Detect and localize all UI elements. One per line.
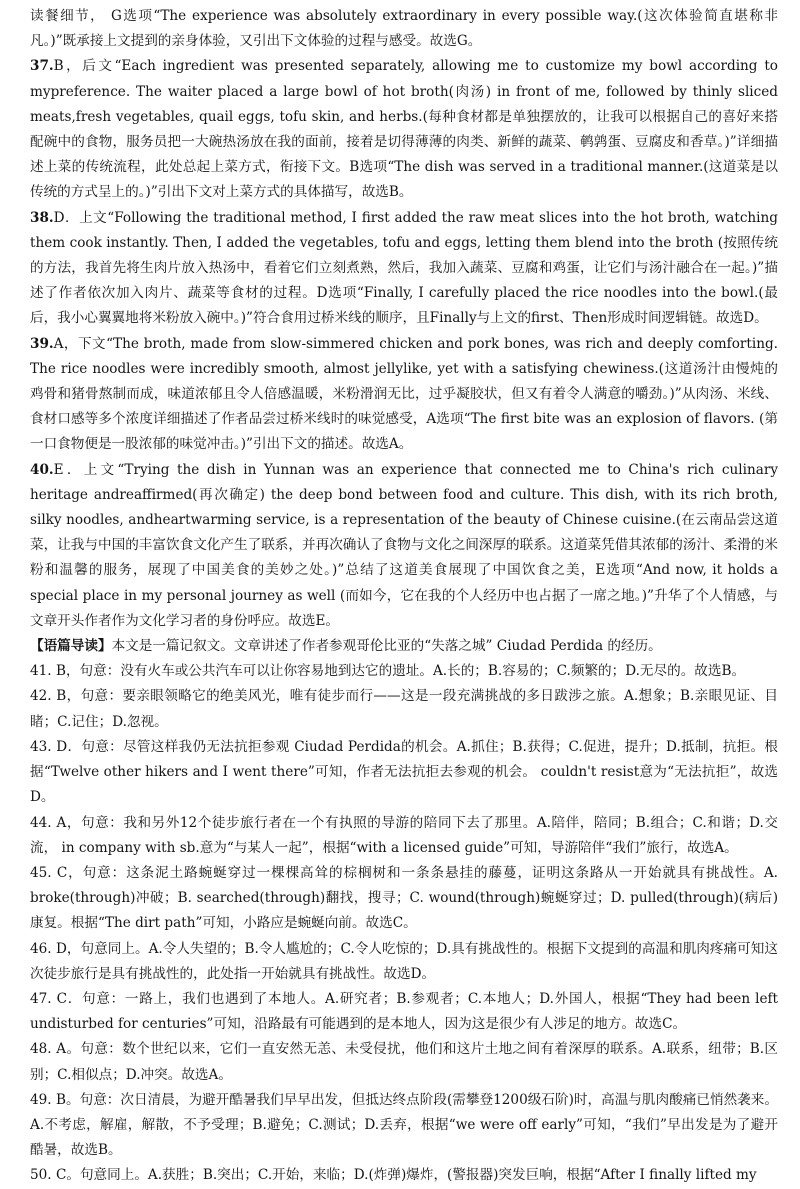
continuation-paragraph: 读餐细节， G选项“The experience was absolutely extraordinary in every possible way.(这次体验简直堪称非凡。)”既承接上文提到的亲身体验，又引出下文体验的过程与感受。故选G。 — [30, 8, 778, 50]
answer-list-b — [30, 659, 778, 1188]
answer-item-50: 50. C。句意同上。A.获胜；B.突出；C.开始，来临；D.(炸弹)爆炸，(警报器)突发巨响，根据“After I finally lifted my — [30, 1167, 757, 1184]
answer-item-38: 38.D．上文“Following the traditional method, I first added the raw meat slices into the hot broth, watching them cook instantly. Then, I added the vegetables, tofu and eggs, letting them blend into the broth (按照传统的方法，我首先将生肉片放入热汤中，看着它们立刻煮熟，然后，我加入蔬菜、豆腐和鸡蛋，让它们与汤汁融合在一起。)”描述了作者依次加入肉片、蔬菜等食材的过程。D选项“Finally, I carefully placed the rice noodles into the bowl.(最后，我小心翼翼地将米粉放入碗中。)”符合食用过桥米线的顺序，且Finally与上文的first、Then形成时间逻辑链。故选D。 — [30, 209, 778, 327]
answer-item-47: 47. C．句意：一路上，我们也遇到了本地人。A.研究者；B.参观者；C.本地人；D.外国人，根据“They had been left undisturbed for centuries”可知，沿路最有可能遇到的是本地人，因为这是很少有人涉足的地方。故选C。 — [30, 990, 778, 1033]
answer-item-40: 40.E．上文“Trying the dish in Yunnan was an experience that connected me to China's rich culinary heritage andreaffirmed(再次确定) the deep bond between food and culture. This dish, with its rich broth, silky noodles, andheartwarming service, is a representation of the beauty of Chinese cuisine.(在云南品尝这道菜，让我与中国的丰富饮食文化产生了联系，并再次确认了食物与文化之间深厚的联系。这道菜凭借其浓郁的汤汁、柔滑的米粉和温馨的服务，展现了中国美食的美妙之处。)”总结了这道美食展现了中国饮食之美，E选项“And now, it holds a special place in my personal journey as well (而如今，它在我的个人经历中也占据了一席之地。)”升华了个人情感，与文章开头作者作为文化学习者的身份呼应。故选E。 — [30, 461, 778, 629]
answer-item-46: 46. D，句意同上。A.令人失望的；B.令人尴尬的；C.令人吃惊的；D.具有挑战性的。根据下文提到的高温和肌肉疼痛可知这次徒步旅行是具有挑战性的，此处指一开始就具有挑战性。故选D。 — [30, 940, 778, 982]
answer-list-a — [30, 54, 778, 634]
answer-item-48: 48. A。句意：数个世纪以来，它们一直安然无恙、未受侵扰，他们和这片土地之间有着深厚的联系。A.联系，纽带；B.区别；C.相似点；D.冲突。故选A。 — [30, 1041, 778, 1083]
answer-item-43: 43. D．句意：尽管这样我仍无法抗拒参观 Ciudad Perdida的机会。A.抓住；B.获得；C.促进，提升；D.抵制，抗拒。根据“Twelve other hikers and I went there”可知，作者无法抗拒去参观的机会。 couldn't resist意为“无法抗拒”，故选D。 — [30, 738, 779, 806]
answer-item-42: 42. B，句意：要亲眼领略它的绝美风光，唯有徒步而行——这是一段充满挑战的多日跋涉之旅。A.想象；B.亲眼见证、目睹；C.记住；D.忽视。 — [30, 688, 778, 730]
answer-item-37: 37.B，后文“Each ingredient was presented separately, allowing me to customize my bowl according to mypreference. The waiter placed a large bowl of hot broth(肉汤) in front of me, followed by thinly sliced meats,fresh vegetables, quail eggs, tofu skin, and herbs.(每种食材都是单独摆放的，让我可以根据自己的喜好来搭配碗中的食物，服务员把一大碗热汤放在我的面前，接着是切得薄薄的肉类、新鲜的蔬菜、鹌鹑蛋、豆腐皮和香草。)”详细描述上菜的传统流程，此处总起上菜方式，衔接下文。B选项“The dish was served in a traditional manner.(这道菜是以传统的方式呈上的。)”引出下文对上菜方式的具体描写，故选B。 — [30, 58, 778, 201]
answer-item-44: 44. A，句意：我和另外12个徒步旅行者在一个有执照的导游的陪同下去了那里。A.陪伴，陪同；B.组合；C.和谐；D.交流， in company with sb.意为“与某人一起”，根据“with a licensed guide”可知，导游陪伴“我们”旅行，故选A。 — [30, 814, 778, 856]
answer-item-41: 41. B，句意：没有火车或公共汽车可以让你容易地到达它的遗址。A.长的；B.容易的；C.频繁的；D.无尽的。故选B。 — [30, 663, 746, 680]
section-heading — [30, 634, 778, 659]
answer-item-39: 39.A，下文“The broth, made from slow-simmered chicken and pork bones, was rich and deeply comforting. The rice noodles were incredibly smooth, almost jellylike, yet with a satisfying chewiness.(这道汤汁由慢炖的鸡骨和猪骨熬制而成，味道浓郁且令人倍感温暖，米粉滑润无比，过乎凝胶状，但又有着令人满意的嚼劲。)”从肉汤、米线、食材口感等多个浓度详细描述了作者品尝过桥米线时的味觉感受，A选项“The first bite was an explosion of flavors. (第一口食物便是一股浓郁的味觉冲击。)”引出下文的描述。故选A。 — [30, 335, 778, 453]
section-summary: 本文是一篇记叙文。文章讲述了作者参观哥伦比亚的“失落之城” Ciudad Perdida 的经历。 — [111, 638, 662, 655]
section-label: 【语篇导读】 — [30, 638, 112, 655]
answer-item-45: 45. C，句意：这条泥土路蜿蜒穿过一棵棵高耸的棕榈树和一条条悬挂的藤蔓，证明这条路从一开始就具有挑战性。A. broke(through)冲破；B. searched(through)翻找，搜寻；C. wound(through)蜿蜒穿过；D. pulled(through)(病后)康复。根据“The dirt path”可知，小路应是蜿蜒向前。故选C。 — [30, 864, 778, 932]
answer-item-49: 49. B。句意：次日清晨，为避开酷暑我们早早出发，但抵达终点阶段(需攀登1200级石阶)时，高温与肌肉酸痛已悄然袭来。A.不考虑，解雇，解散，不予受理；B.避免；C.测试；D.丢弃，根据“we were off early”可知，“我们”早出发是为了避开酷暑，故选B。 — [30, 1091, 778, 1159]
